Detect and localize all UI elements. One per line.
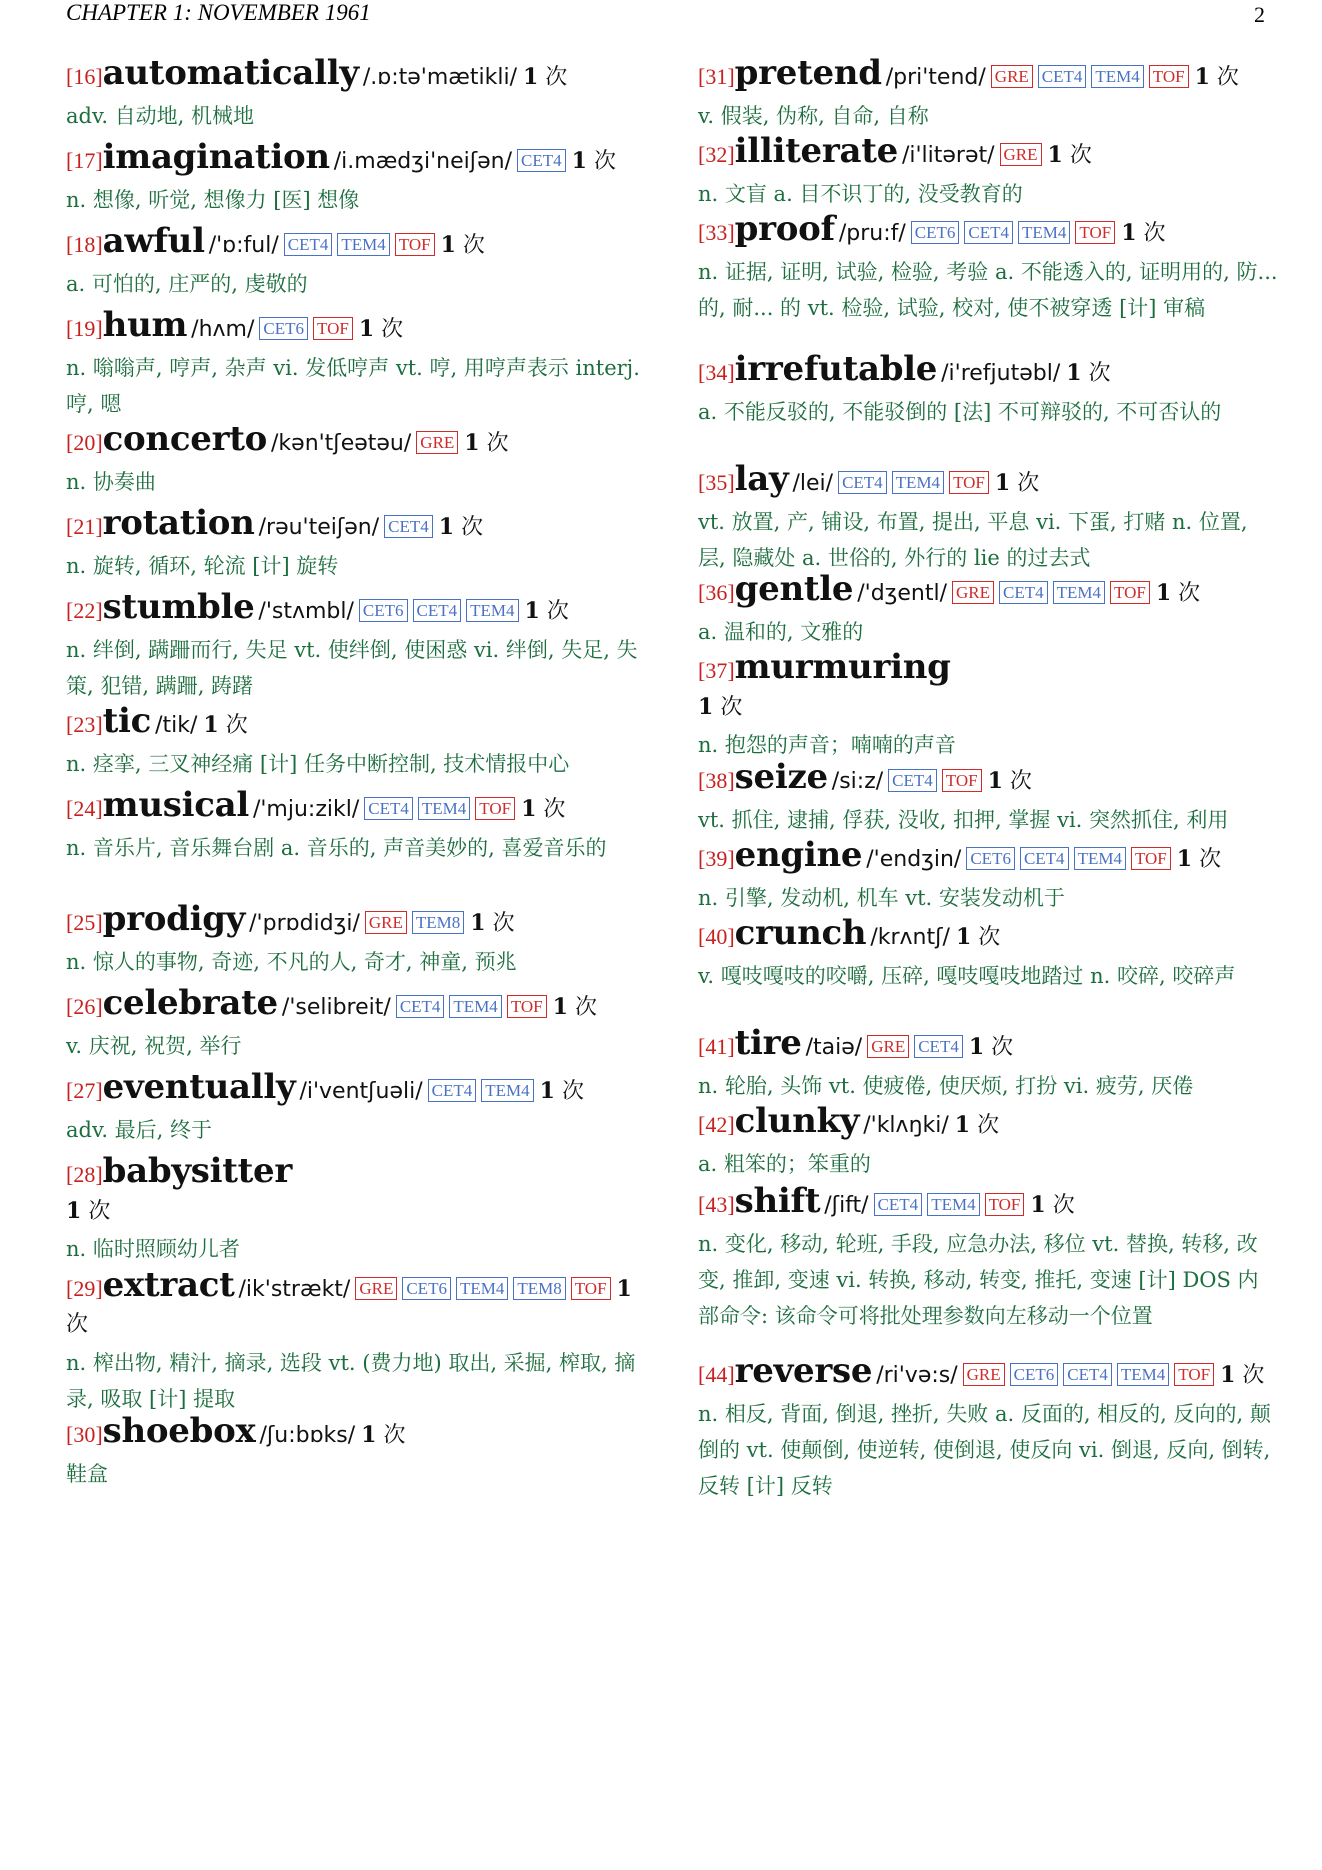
vocab-entry [66, 419, 646, 500]
headword: imagination [102, 137, 330, 177]
headword: eventually [102, 1067, 296, 1107]
exam-tag: TOF [395, 233, 435, 256]
entry-number: [19] [66, 316, 103, 341]
exam-tag: TEM4 [418, 797, 470, 820]
phonetic: /kən'tʃeətəu/ [271, 431, 412, 456]
phonetic: /lei/ [792, 471, 834, 496]
vocab-entry [66, 137, 646, 218]
definition: v. 嘎吱嘎吱的咬嚼, 压碎, 嘎吱嘎吱地踏过 n. 咬碎, 咬碎声 [698, 964, 1236, 988]
phonetic: /ʃift/ [824, 1193, 869, 1218]
exam-tag: TOF [1174, 1363, 1214, 1386]
definition: n. 轮胎, 头饰 vt. 使疲倦, 使厌烦, 打扮 vi. 疲劳, 厌倦 [698, 1074, 1194, 1098]
phonetic: /i.mædʒi'neiʃən/ [333, 149, 513, 174]
exam-tag: TOF [507, 995, 547, 1018]
phonetic: /'selibreit/ [281, 995, 391, 1020]
entry-number: [27] [66, 1078, 103, 1103]
frequency: 1 次 [361, 1422, 406, 1448]
entry-headline [66, 1067, 646, 1110]
definition: n. 惊人的事物, 奇迹, 不凡的人, 奇才, 神童, 预兆 [66, 950, 517, 974]
entry-headline [66, 419, 646, 462]
entry-headline [698, 459, 1278, 502]
entry-headline [66, 983, 646, 1026]
headword: illiterate [734, 131, 898, 171]
vocab-entry [66, 53, 646, 134]
headword: pretend [734, 53, 882, 93]
vocab-entry [66, 587, 646, 704]
vocab-entry [66, 1265, 646, 1417]
entry-headline [66, 221, 646, 264]
entry-headline [698, 209, 1278, 252]
definition: n. 协奏曲 [66, 470, 156, 494]
entry-headline [698, 647, 1278, 690]
exam-tag: GRE [416, 431, 458, 454]
frequency: 1 次 [1220, 1362, 1265, 1388]
vocab-entry [698, 1023, 1278, 1104]
phonetic: /'prɒdidʒi/ [249, 911, 360, 936]
definition: a. 不能反驳的, 不能驳倒的 [法] 不可辩驳的, 不可否认的 [698, 400, 1222, 424]
definition: n. 证据, 证明, 试验, 检验, 考验 a. 不能透入的, 证明用的, 防... 的, 耐... 的 vt. 检验, 试验, 校对, 使不被穿透 [计] 审稿 [698, 260, 1278, 320]
exam-tag: CET4 [999, 581, 1048, 604]
exam-tag: TOF [475, 797, 515, 820]
headword: babysitter [102, 1151, 293, 1191]
vocab-entry [698, 647, 1278, 763]
vocab-entry [66, 785, 646, 866]
entry-number: [34] [698, 360, 735, 385]
exam-tag: CET4 [838, 471, 887, 494]
exam-tag: TEM4 [466, 599, 518, 622]
exam-tag: TEM4 [449, 995, 501, 1018]
exam-tag: CET4 [384, 515, 433, 538]
headword: extract [102, 1265, 235, 1305]
exam-tag: TEM4 [481, 1079, 533, 1102]
exam-tag: TEM4 [1074, 847, 1126, 870]
entry-number: [29] [66, 1276, 103, 1301]
entry-number: [31] [698, 64, 735, 89]
headword: tic [102, 701, 152, 741]
entry-number: [35] [698, 470, 735, 495]
headword: proof [734, 209, 835, 249]
entry-number: [36] [698, 580, 735, 605]
exam-tag: GRE [355, 1277, 397, 1300]
exam-tag: TOF [1131, 847, 1171, 870]
entry-headline [66, 899, 646, 942]
phonetic: /ri'və:s/ [876, 1363, 958, 1388]
phonetic: /ik'strækt/ [238, 1277, 351, 1302]
frequency: 1 次 [440, 232, 485, 258]
phonetic: /tik/ [155, 713, 198, 738]
frequency: 1 次 [470, 910, 515, 936]
entry-headline [66, 137, 646, 180]
entry-headline [698, 1351, 1278, 1394]
exam-tag: CET4 [284, 233, 333, 256]
headword: stumble [102, 587, 255, 627]
entry-number: [20] [66, 430, 103, 455]
entry-number: [24] [66, 796, 103, 821]
exam-tag: TEM4 [927, 1193, 979, 1216]
entry-number: [30] [66, 1422, 103, 1447]
headword: awful [102, 221, 205, 261]
phonetic: /rəu'teiʃən/ [258, 515, 380, 540]
headword: automatically [102, 53, 359, 93]
headword: irrefutable [734, 349, 938, 389]
exam-tag: CET4 [364, 797, 413, 820]
entry-headline [66, 503, 646, 546]
frequency: 1 次 [955, 924, 1001, 950]
headword: rotation [102, 503, 255, 543]
exam-tag: CET6 [359, 599, 408, 622]
phonetic: /'mju:zikl/ [252, 797, 360, 822]
entry-number: [43] [698, 1192, 735, 1217]
exam-tag: TOF [571, 1277, 611, 1300]
exam-tag: GRE [952, 581, 994, 604]
definition: n. 音乐片, 音乐舞台剧 a. 音乐的, 声音美妙的, 喜爱音乐的 [66, 836, 607, 860]
entry-number: [44] [698, 1362, 735, 1387]
phonetic: /si:z/ [831, 769, 884, 794]
headword: shoebox [102, 1411, 256, 1451]
vocab-entry [66, 1067, 646, 1148]
frequency: 1 次 [438, 514, 484, 540]
headword: prodigy [102, 899, 246, 939]
entry-number: [32] [698, 142, 735, 167]
exam-tag: CET4 [1063, 1363, 1112, 1386]
headword: reverse [734, 1351, 873, 1391]
exam-tag: TOF [1075, 221, 1115, 244]
phonetic: /hʌm/ [191, 317, 255, 342]
entry-headline [698, 569, 1278, 612]
phonetic: /.ɒ:tə'mætikli/ [362, 65, 517, 90]
definition: n. 旋转, 循环, 轮流 [计] 旋转 [66, 554, 339, 578]
exam-tag: CET6 [1010, 1363, 1059, 1386]
definition: n. 榨出物, 精汁, 摘录, 选段 vt. (费力地) 取出, 采掘, 榨取, 摘录, 吸取 [计] 提取 [66, 1351, 636, 1411]
frequency: 1 次 [552, 994, 597, 1020]
frequency: 1 次 [571, 148, 616, 174]
entry-headline [698, 1023, 1278, 1066]
exam-tag: TOF [1149, 65, 1189, 88]
exam-tag: CET4 [428, 1079, 477, 1102]
exam-tag: CET4 [914, 1035, 963, 1058]
vocab-entry [66, 899, 646, 980]
vocab-entry [698, 459, 1278, 576]
headword: shift [734, 1181, 821, 1221]
vocab-entry [698, 1181, 1278, 1334]
exam-tag: TEM4 [892, 471, 944, 494]
vocab-entry [66, 701, 646, 782]
exam-tag: GRE [867, 1035, 909, 1058]
frequency: 1 次 [1155, 580, 1201, 606]
definition: n. 相反, 背面, 倒退, 挫折, 失败 a. 反面的, 相反的, 反向的, 颠倒的 vt. 使颠倒, 使逆转, 使倒退, 使反向 vi. 倒退, 反向, 倒转, 反转 [计] 反转 [698, 1402, 1271, 1498]
phonetic: /'ɒ:ful/ [208, 233, 279, 258]
entry-headline [698, 53, 1278, 96]
entry-number: [22] [66, 598, 103, 623]
entry-headline [66, 1411, 646, 1454]
frequency: 1 次 [524, 598, 569, 624]
entry-number: [17] [66, 148, 103, 173]
exam-tag: CET6 [966, 847, 1015, 870]
vocab-entry [698, 209, 1278, 326]
exam-tag: TEM4 [1117, 1363, 1169, 1386]
headword: concerto [102, 419, 267, 459]
entry-headline [698, 835, 1278, 878]
definition: n. 想像, 听觉, 想像力 [医] 想像 [66, 188, 360, 212]
vocab-entry [66, 503, 646, 584]
entry-number: [33] [698, 220, 735, 245]
frequency: 1 次 [522, 64, 568, 90]
entry-number: [18] [66, 232, 103, 257]
headword: hum [102, 305, 188, 345]
vocab-entry [698, 349, 1278, 430]
entry-headline [698, 131, 1278, 174]
definition: adv. 最后, 终于 [66, 1118, 213, 1142]
entry-headline [698, 1101, 1278, 1144]
entry-number: [40] [698, 924, 735, 949]
entry-headline [698, 757, 1278, 800]
exam-tag: CET4 [396, 995, 445, 1018]
exam-tag: CET4 [517, 149, 566, 172]
entry-number: [42] [698, 1112, 735, 1137]
exam-tag: CET4 [964, 221, 1013, 244]
entry-headline [66, 587, 646, 630]
exam-tag: TEM8 [412, 911, 464, 934]
frequency: 1 次 [521, 796, 566, 822]
vocab-entry [698, 53, 1278, 134]
exam-tag: TOF [985, 1193, 1025, 1216]
phonetic: /i'ventʃuəli/ [299, 1079, 423, 1104]
frequency: 1 次 [1066, 360, 1111, 386]
frequency: 1 次 [66, 1198, 111, 1224]
definition: v. 庆祝, 祝贺, 举行 [66, 1034, 242, 1058]
definition: vt. 放置, 产, 铺设, 布置, 提出, 平息 vi. 下蛋, 打赌 n. 位置, 层, 隐藏处 a. 世俗的, 外行的 lie 的过去式 [698, 510, 1248, 570]
definition: n. 嗡嗡声, 哼声, 杂声 vi. 发低哼声 vt. 哼, 用哼声表示 interj. 哼, 嗯 [66, 356, 640, 416]
frequency: 1 次 [987, 768, 1032, 794]
exam-tag: CET4 [413, 599, 462, 622]
headword: lay [734, 459, 789, 499]
entry-headline [66, 53, 646, 96]
definition: n. 痉挛, 三叉神经痛 [计] 任务中断控制, 技术情报中心 [66, 752, 570, 776]
entry-headline [66, 1151, 646, 1194]
page-number: 2 [1254, 2, 1265, 27]
definition: n. 引擎, 发动机, 机车 vt. 安装发动机于 [698, 886, 1065, 910]
exam-tag: TOF [942, 769, 982, 792]
exam-tag: TEM8 [513, 1277, 565, 1300]
frequency: 1 次 [1121, 220, 1166, 246]
vocab-entry [66, 221, 646, 302]
exam-tag: TOF [1110, 581, 1150, 604]
exam-tag: TEM4 [456, 1277, 508, 1300]
headword: gentle [734, 569, 854, 609]
headword: clunky [734, 1101, 860, 1141]
definition: 鞋盒 [66, 1462, 108, 1486]
exam-tag: CET4 [888, 769, 937, 792]
exam-tag: CET4 [1038, 65, 1087, 88]
exam-tag: TEM4 [1091, 65, 1143, 88]
entry-number: [39] [698, 846, 735, 871]
definition: n. 抱怨的声音；喃喃的声音 [698, 733, 956, 757]
entry-headline [66, 785, 646, 828]
frequency: 1 次 [1176, 846, 1222, 872]
vocab-entry [698, 131, 1278, 212]
vocab-entry [698, 913, 1278, 994]
entry-number: [38] [698, 768, 735, 793]
definition: n. 文盲 a. 目不识丁的, 没受教育的 [698, 182, 1023, 206]
frequency: 1 次 [954, 1112, 1000, 1138]
vocab-entry [698, 835, 1278, 916]
definition: n. 临时照顾幼儿者 [66, 1237, 240, 1261]
entry-number: [26] [66, 994, 103, 1019]
exam-tag: TEM4 [337, 233, 389, 256]
exam-tag: GRE [991, 65, 1033, 88]
exam-tag: CET6 [402, 1277, 451, 1300]
headword: engine [734, 835, 863, 875]
headword: murmuring [734, 647, 951, 687]
phonetic: /pri'tend/ [885, 65, 986, 90]
vocab-entry [66, 1411, 646, 1492]
phonetic: /ʃu:bɒks/ [259, 1423, 356, 1448]
entry-headline [66, 1265, 646, 1343]
definition: v. 假装, 伪称, 自命, 自称 [698, 104, 929, 128]
exam-tag: CET4 [874, 1193, 923, 1216]
headword: seize [734, 757, 828, 797]
exam-tag: CET6 [911, 221, 960, 244]
entry-number: [16] [66, 64, 103, 89]
definition: a. 粗笨的；笨重的 [698, 1152, 871, 1176]
frequency: 1 次 [994, 470, 1040, 496]
exam-tag: TEM4 [1053, 581, 1105, 604]
exam-tag: CET6 [259, 317, 308, 340]
vocab-entry [698, 569, 1278, 650]
frequency: 1 次 [203, 712, 248, 738]
vocab-entry [66, 305, 646, 422]
entry-number: [23] [66, 712, 103, 737]
vocab-entry [698, 1351, 1278, 1504]
frequency: 1 次 [968, 1034, 1014, 1060]
vocab-entry [698, 1101, 1278, 1182]
definition: vt. 抓住, 逮捕, 俘获, 没收, 扣押, 掌握 vi. 突然抓住, 利用 [698, 808, 1229, 832]
definition: n. 变化, 移动, 轮班, 手段, 应急办法, 移位 vt. 替换, 转移, 改变, 推卸, 变速 vi. 转换, 移动, 转变, 推托, 变速 [计] DOS 内部命令: 该命令可将批处理参数向左移动一个位置 [698, 1232, 1259, 1328]
definition: a. 温和的, 文雅的 [698, 620, 864, 644]
exam-tag: CET4 [1020, 847, 1069, 870]
phonetic: /pru:f/ [838, 221, 906, 246]
exam-tag: GRE [1000, 143, 1042, 166]
entry-headline [66, 305, 646, 348]
headword: celebrate [102, 983, 278, 1023]
definition: n. 绊倒, 蹒跚而行, 失足 vt. 使绊倒, 使困惑 vi. 绊倒, 失足, 失策, 犯错, 蹒跚, 踌躇 [66, 638, 638, 698]
phonetic: /i'litərət/ [901, 143, 995, 168]
entry-headline [698, 1181, 1278, 1224]
phonetic: /'klʌŋki/ [863, 1113, 949, 1138]
frequency: 1 次 [66, 1276, 632, 1337]
entry-headline [698, 913, 1278, 956]
frequency: 1 次 [358, 316, 404, 342]
definition: a. 可怕的, 庄严的, 虔敬的 [66, 272, 308, 296]
frequency: 1 次 [539, 1078, 584, 1104]
exam-tag: TEM4 [1018, 221, 1070, 244]
entry-number: [37] [698, 658, 735, 683]
entry-number: [21] [66, 514, 103, 539]
headword: tire [734, 1023, 802, 1063]
exam-tag: GRE [963, 1363, 1005, 1386]
entry-headline [698, 349, 1278, 392]
phonetic: /i'refjutəbl/ [941, 361, 1061, 386]
exam-tag: TOF [313, 317, 353, 340]
frequency: 1 次 [698, 694, 743, 720]
exam-tag: GRE [365, 911, 407, 934]
frequency: 1 次 [1030, 1192, 1075, 1218]
headword: crunch [734, 913, 867, 953]
phonetic: /'endʒin/ [866, 847, 962, 872]
frequency: 1 次 [1194, 64, 1239, 90]
phonetic: /'dʒentl/ [857, 581, 947, 606]
exam-tag: TOF [949, 471, 989, 494]
chapter-header: CHAPTER 1: NOVEMBER 1961 [66, 0, 371, 25]
entry-number: [41] [698, 1034, 735, 1059]
vocab-entry [66, 1151, 646, 1267]
phonetic: /'stʌmbl/ [258, 599, 354, 624]
vocab-entry [66, 983, 646, 1064]
entry-headline [66, 701, 646, 744]
frequency: 1 次 [1047, 142, 1092, 168]
phonetic: /krʌntʃ/ [870, 925, 950, 950]
phonetic: /taiə/ [805, 1035, 863, 1060]
headword: musical [102, 785, 249, 825]
entry-number: [25] [66, 910, 103, 935]
vocab-entry [698, 757, 1278, 838]
entry-number: [28] [66, 1162, 103, 1187]
frequency: 1 次 [464, 430, 509, 456]
definition: adv. 自动地, 机械地 [66, 104, 255, 128]
